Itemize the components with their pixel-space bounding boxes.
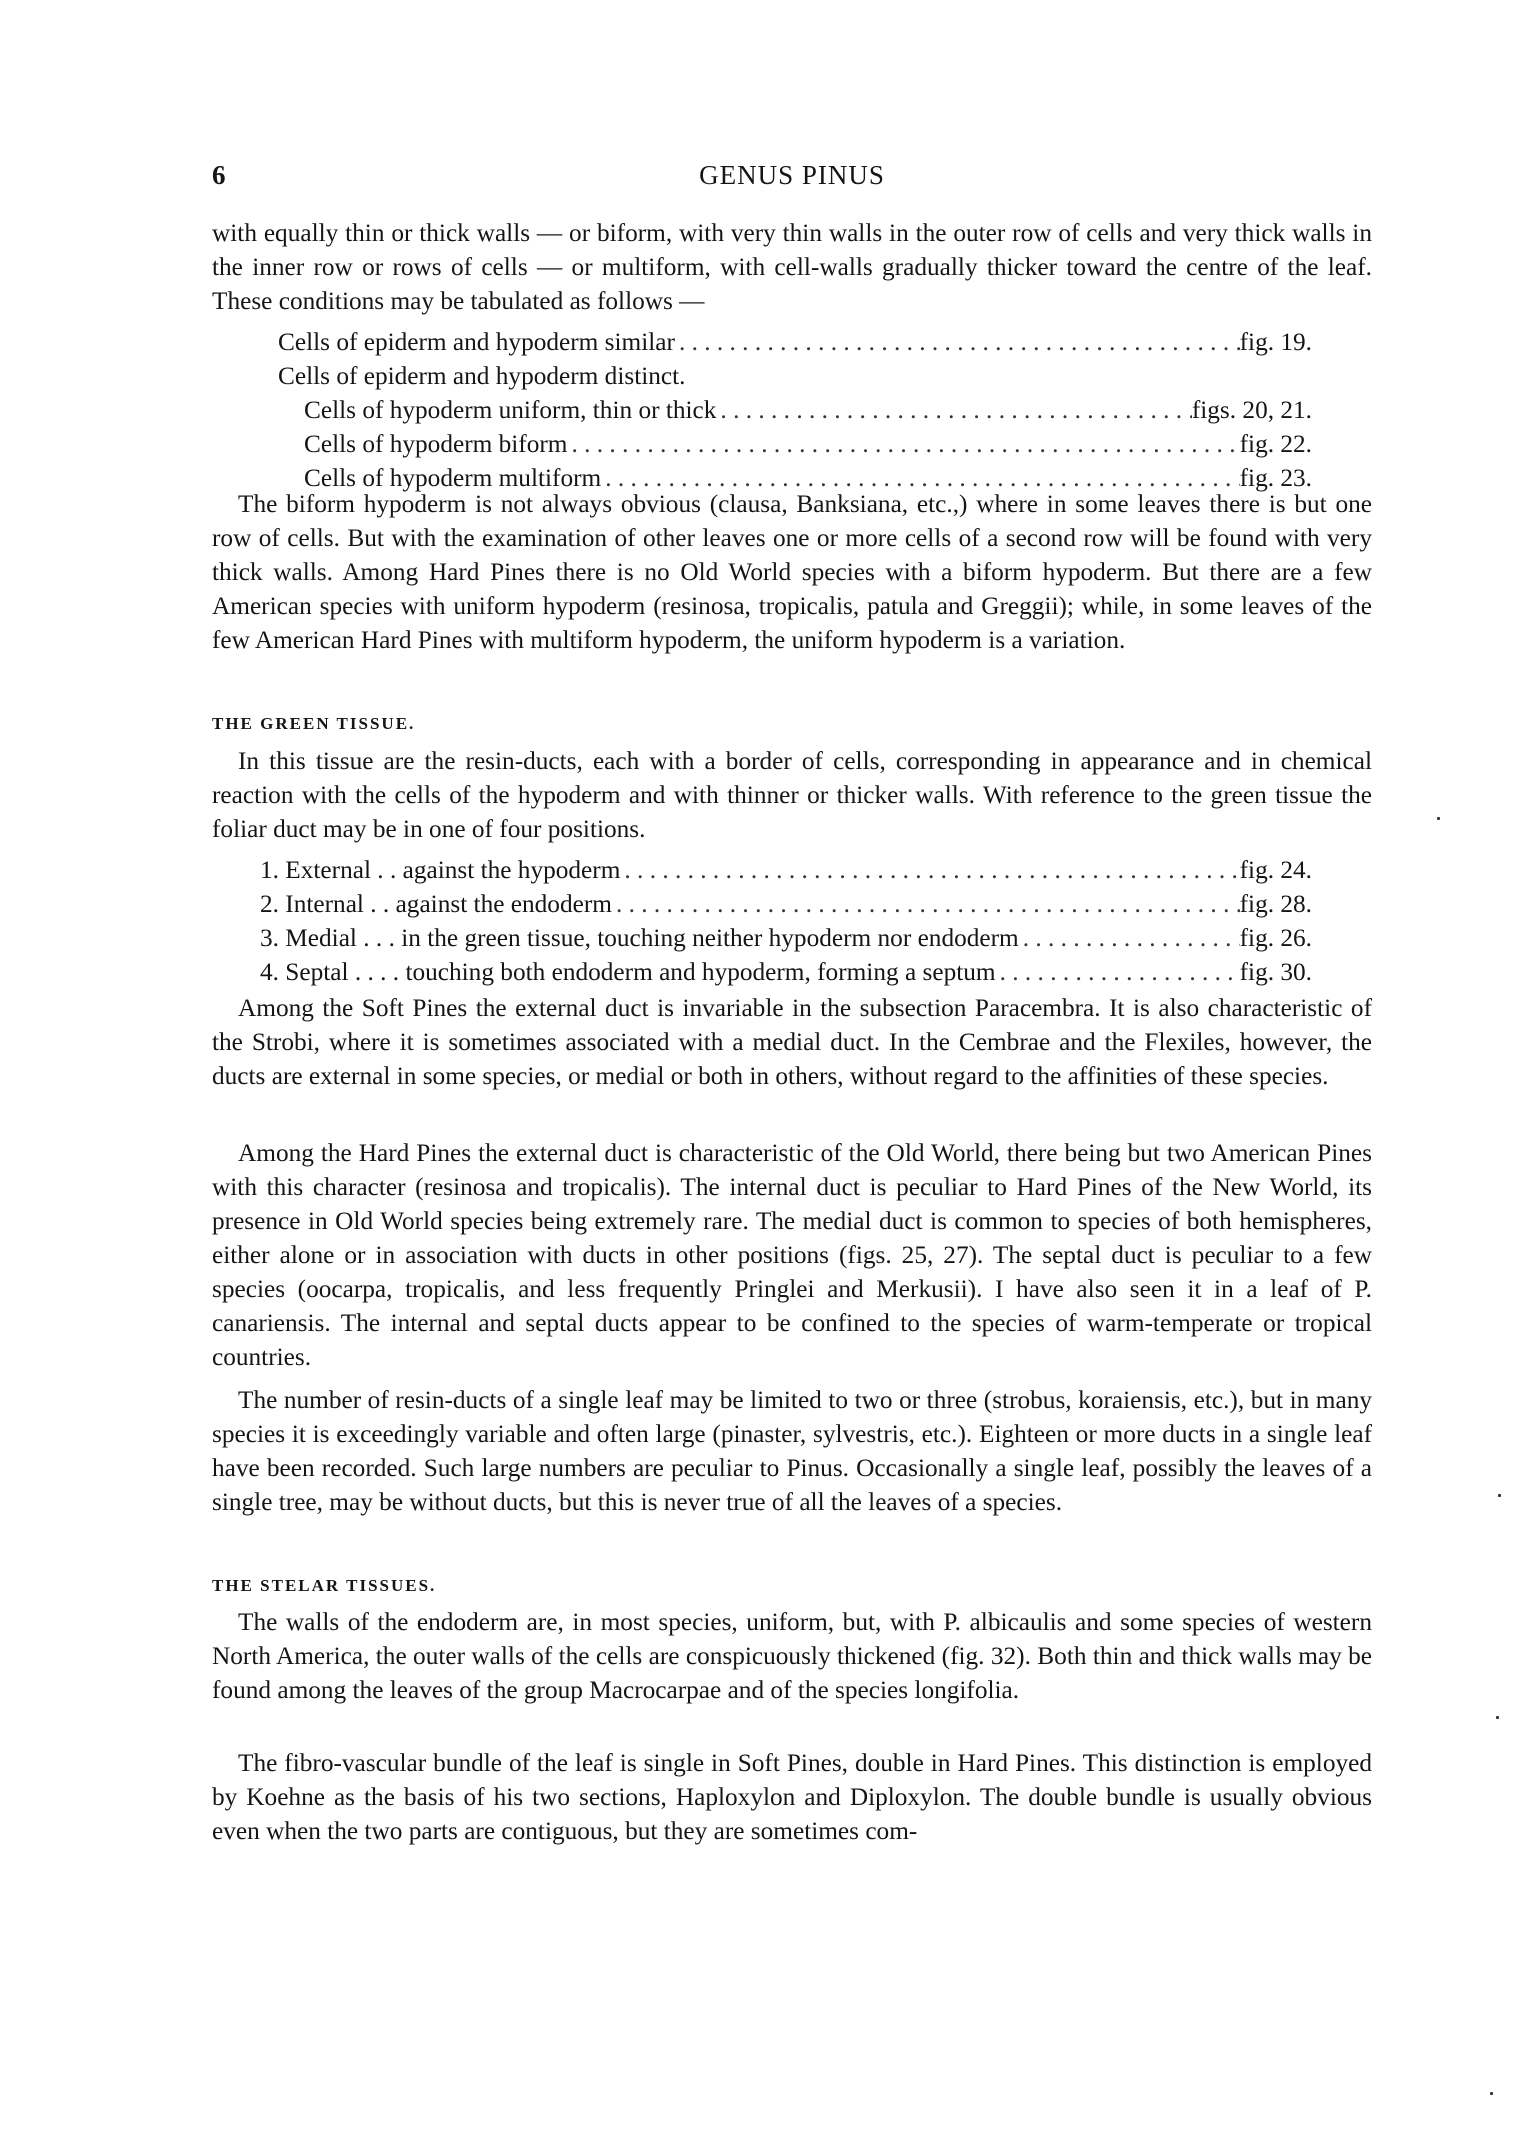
bundle-paragraph: The fibro-vascular bundle of the leaf is single in Soft Pines, double in Hard Pines. This distinction is employed by Koehne as the basis of his two sections, Haploxylon and Diploxylon. The double bundle is usually obvious even when the two parts are contiguous, but they are sometimes com-: [212, 1749, 1372, 1845]
running-title: GENUS PINUS: [699, 160, 885, 190]
bundle-block: [212, 1746, 1372, 1848]
figure-reference: fig. 22.: [1239, 430, 1312, 458]
table-row: [278, 359, 1312, 393]
table-row: [278, 427, 1312, 461]
hypoderm-table: [278, 325, 1312, 495]
stelar-tissues-heading: THE STELAR TISSUES.: [212, 1576, 437, 1595]
hard-pines-paragraph: Among the Hard Pines the external duct is characteristic of the Old World, there being but two American Pines with this character (resinosa and tropicalis). The internal duct is peculiar to Hard Pines of the New World, its presence in Old World species being extremely rare. The medial duct is common to species of both hemispheres, either alone or in association with ducts in other positions (figs. 25, 27). The septal duct is peculiar to a few species (oocarpa, tropicalis, and less frequently Pringlei and Merkusii). I have also seen it in a leaf of P. canariensis. The internal and septal ducts appear to be confined to the species of warm-temperate or tropical countries.: [212, 1139, 1372, 1371]
green-tissue-heading-block: [212, 712, 1372, 736]
row-label: 4. Septal . . . . touching both endoderm and hypoderm, forming a septum: [260, 958, 996, 986]
duct-positions-table: [260, 853, 1312, 989]
row-label: 3. Medial . . . in the green tissue, touching neither hypoderm nor endoderm: [260, 924, 1019, 952]
leader-dots: [716, 393, 1191, 427]
table-row: [278, 325, 1312, 359]
page-number: 6: [212, 160, 226, 190]
row-label: Cells of epiderm and hypoderm distinct.: [278, 362, 686, 390]
intro-section: [212, 216, 1372, 318]
green-tissue-intro: In this tissue are the resin-ducts, each with a border of cells, corresponding in appearance and in chemical reaction with the cells of the hypoderm and with thinner or thicker walls. With reference to the green tissue the foliar duct may be in one of four positions.: [212, 747, 1372, 843]
leader-dots: [1019, 921, 1240, 955]
table-row: [260, 853, 1312, 887]
figure-reference: fig. 28.: [1239, 890, 1312, 918]
soft-pines-block: [212, 991, 1372, 1093]
resin-duct-number-paragraph: The number of resin-ducts of a single leaf may be limited to two or three (strobus, koraiensis, etc.), but in many species it is exceedingly variable and often large (pinaster, sylvestris, etc.). Eighteen or more ducts in a single leaf have been recorded. Such large numbers are peculiar to Pinus. Occasionally a single leaf, possibly the leaves of a single tree, may be without ducts, but this is never true of all the leaves of a species.: [212, 1386, 1372, 1516]
figure-reference: figs. 20, 21.: [1191, 396, 1312, 424]
row-label: Cells of hypoderm multiform: [304, 464, 602, 492]
figure-reference: fig. 30.: [1239, 958, 1312, 986]
figure-reference: fig. 19.: [1239, 328, 1312, 356]
scan-speck: [1490, 2092, 1493, 2095]
row-label: Cells of hypoderm uniform, thin or thick: [304, 396, 717, 424]
figure-reference: fig. 23.: [1239, 464, 1312, 492]
row-label: Cells of epiderm and hypoderm similar: [278, 328, 675, 356]
leader-dots: [612, 887, 1240, 921]
table-row: [260, 921, 1312, 955]
hard-pines-block: [212, 1136, 1372, 1374]
stelar-heading-block: [212, 1574, 1372, 1598]
endoderm-paragraph: The walls of the endoderm are, in most species, uniform, but, with P. albicaulis and some species of western North America, the outer walls of the cells are conspicuously thickened (fig. 32). Both thin and thick walls may be found among the leaves of the group Macrocarpae and of the species longifolia.: [212, 1608, 1372, 1704]
resin-duct-number-block: [212, 1383, 1372, 1519]
table-row: [278, 393, 1312, 427]
biform-paragraph: The biform hypoderm is not always obvious (clausa, Banksiana, etc.,) where in some leaves there is but one row of cells. But with the examination of other leaves one or more cells of a second row will be found with very thick walls. Among Hard Pines there is no Old World species with a biform hypoderm. But there are a few American species with uniform hypoderm (resinosa, tropicalis, patula and Greggii); while, in some leaves of the few American Hard Pines with multiform hypoderm, the uniform hypoderm is a variation.: [212, 490, 1372, 654]
intro-paragraph: with equally thin or thick walls — or biform, with very thin walls in the outer row of cells and very thick walls in the inner row or rows of cells — or multiform, with cell-walls gradually thicker toward the centre of the leaf. These conditions may be tabulated as follows —: [212, 219, 1372, 315]
row-label: Cells of hypoderm biform: [304, 430, 568, 458]
green-tissue-intro-block: [212, 744, 1372, 846]
table-row: [260, 887, 1312, 921]
soft-pines-paragraph: Among the Soft Pines the external duct is invariable in the subsection Paracembra. It is also characteristic of the Strobi, where it is sometimes associated with a medial duct. In the Cembrae and the Flexiles, however, the ducts are external in some species, or medial or both in others, without regard to the affinities of these species.: [212, 994, 1372, 1090]
row-label: 1. External . . against the hypoderm: [260, 856, 621, 884]
scan-speck: [1437, 817, 1440, 820]
endoderm-block: [212, 1605, 1372, 1707]
figure-reference: fig. 24.: [1239, 856, 1312, 884]
leader-dots: [620, 853, 1239, 887]
scan-speck: [1496, 1716, 1499, 1719]
leader-dots: [675, 325, 1240, 359]
page-header: [212, 160, 1372, 194]
scan-speck: [1498, 1494, 1501, 1497]
row-label: 2. Internal . . against the endoderm: [260, 890, 612, 918]
leader-dots: [996, 955, 1240, 989]
green-tissue-heading: THE GREEN TISSUE.: [212, 714, 416, 733]
biform-section: [212, 487, 1372, 657]
table-row: [260, 955, 1312, 989]
figure-reference: fig. 26.: [1239, 924, 1312, 952]
leader-dots: [567, 427, 1239, 461]
